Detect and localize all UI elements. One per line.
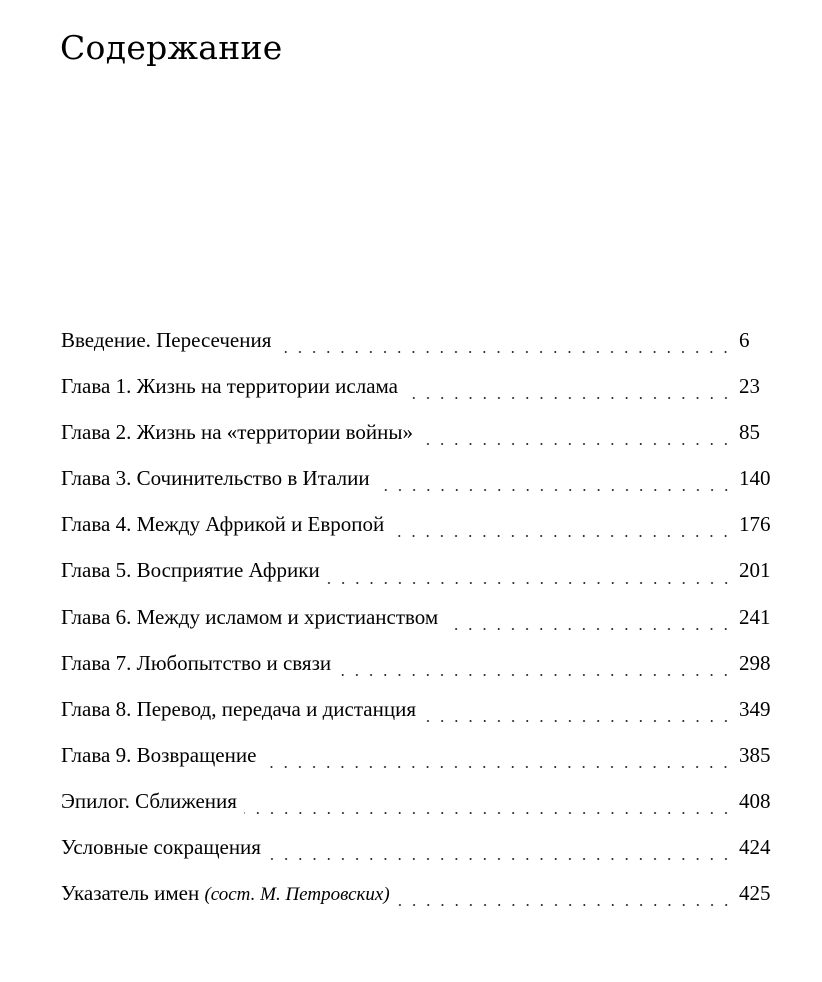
toc-entry-page: 425 [739,881,771,906]
dot-leader [377,489,733,491]
toc-entry-title: Глава 2. Жизнь на «территории войны» [61,420,414,445]
toc-entry-compiler-note: (сост. М. Петровских) [204,884,390,906]
dot-leader [338,674,733,676]
toc-entry-page: 176 [739,512,771,537]
toc-entry-page: 349 [739,696,771,721]
toc-entry-page: 408 [739,788,771,813]
toc-entry-page: 298 [739,650,771,675]
toc-entry-title: Глава 1. Жизнь на территории ислама [61,374,398,399]
toc-entry-title: Глава 7. Любопытство и связи [61,650,332,675]
toc-entry-chapter-4[interactable] [61,506,773,552]
toc-entry-title: Глава 3. Сочинительство в Италии [61,466,370,491]
dot-leader [405,397,733,399]
dot-leader [244,812,733,814]
toc-entry-title-wrap [61,875,390,913]
page-title: Содержание [60,28,283,67]
toc-entry-chapter-2[interactable] [61,414,773,460]
toc-entry-title: Глава 9. Возвращение [61,742,257,767]
toc-entry-name-index[interactable] [61,875,773,921]
toc-entry-title: Глава 8. Перевод, передача и дистанция [61,696,416,721]
toc-entry-chapter-7[interactable] [61,645,773,691]
toc-entry-page: 385 [739,742,771,767]
toc-entry-title: Глава 5. Восприятие Африки [61,558,320,583]
toc-entry-title: Указатель имен [61,881,200,906]
toc-entry-title: Условные сокращения [61,835,261,860]
toc-entry-chapter-8[interactable] [61,691,773,737]
toc-entry-chapter-5[interactable] [61,552,773,598]
dot-leader [445,628,733,630]
toc-entry-page: 201 [739,558,771,583]
dot-leader [420,443,733,445]
toc-entry-page: 23 [739,374,760,399]
toc-entry-title: Введение. Пересечения [61,328,272,352]
toc-entry-page: 424 [739,835,771,860]
toc-entry-chapter-9[interactable] [61,737,773,783]
toc-entry-page: 85 [739,420,760,445]
toc-entry-title: Эпилог. Сближения [61,788,237,813]
dot-leader [268,858,733,860]
table-of-contents [61,322,773,921]
toc-entry-page: 140 [739,466,771,491]
dot-leader [397,904,733,906]
toc-entry-page: 6 [739,328,750,352]
toc-entry-title: Глава 6. Между исламом и христианством [61,604,439,629]
dot-leader [391,535,733,537]
toc-entry-title: Глава 4. Между Африкой и Европой [61,512,385,537]
toc-entry-page: 241 [739,604,771,629]
toc-entry-epilogue[interactable] [61,783,773,829]
dot-leader [278,351,733,353]
dot-leader [327,582,733,584]
toc-entry-chapter-3[interactable] [61,460,773,506]
toc-entry-abbreviations[interactable] [61,829,773,875]
dot-leader [263,766,733,768]
toc-entry-chapter-1[interactable] [61,368,773,414]
dot-leader [423,720,733,722]
toc-entry-introduction[interactable] [61,322,773,368]
toc-entry-chapter-6[interactable] [61,599,773,645]
